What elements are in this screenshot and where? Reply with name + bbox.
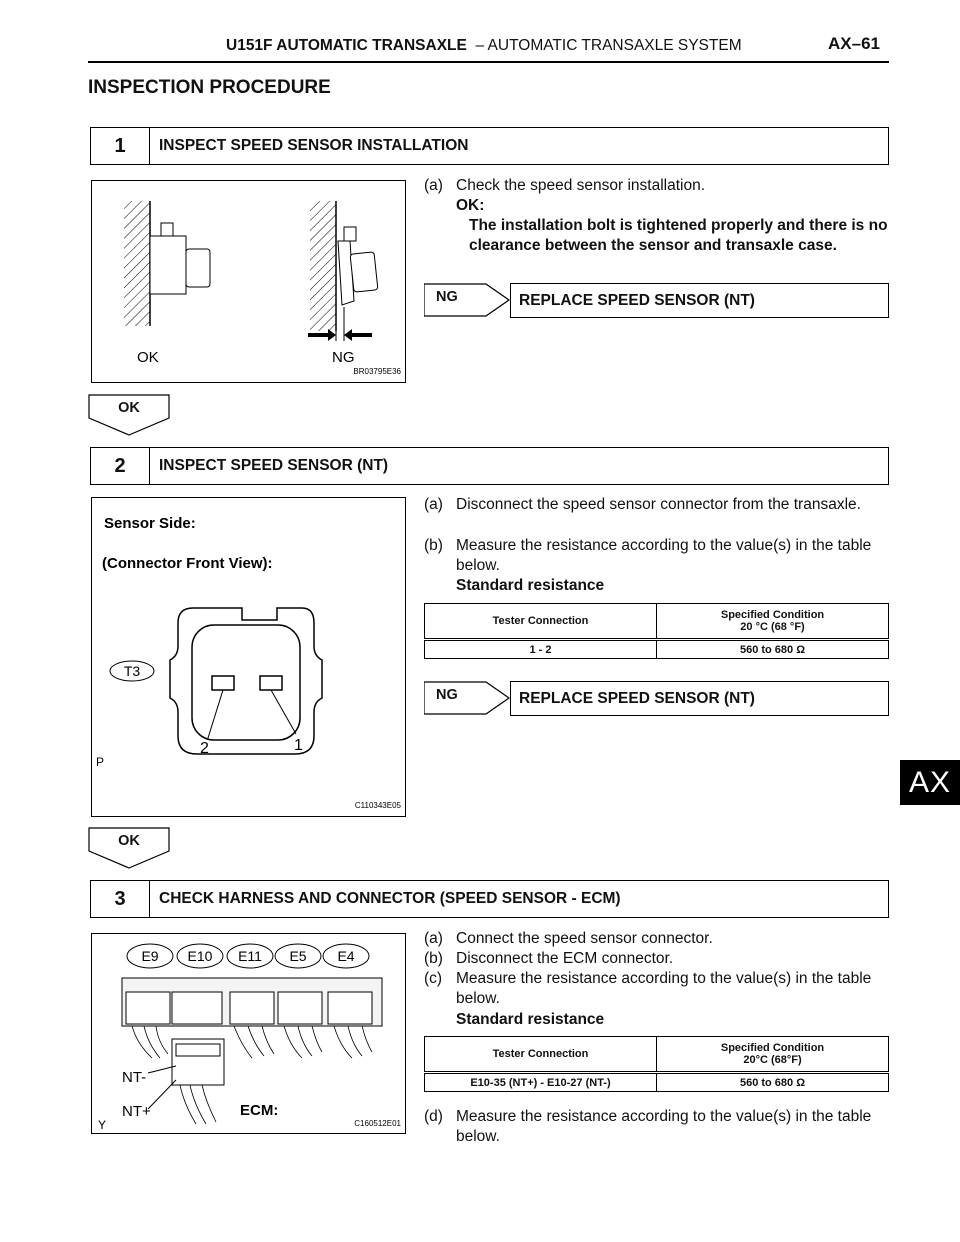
- step-3-spec-table: [424, 1036, 889, 1092]
- step-2-ng-action: REPLACE SPEED SENSOR (NT): [510, 681, 889, 716]
- section-tab: AX: [900, 760, 960, 805]
- connector-label-e9: E9: [141, 948, 159, 964]
- step-1-ng-action: REPLACE SPEED SENSOR (NT): [510, 283, 889, 318]
- table-cell-connection: 1 - 2: [425, 640, 657, 659]
- ecm-socket-e4: [328, 992, 372, 1024]
- step-2-number: 2: [91, 448, 150, 484]
- step-2-header: [90, 447, 889, 485]
- ok-label: OK: [118, 833, 140, 849]
- ok-spec-label: OK:: [456, 197, 485, 214]
- e10-plug-latch: [176, 1044, 220, 1056]
- e10-plug-wires: [180, 1085, 216, 1124]
- pin-label-1: 1: [294, 737, 303, 754]
- header-title-rest: – AUTOMATIC TRANSAXLE SYSTEM: [475, 37, 742, 54]
- table-cell-connection: E10-35 (NT+) - E10-27 (NT-): [425, 1073, 657, 1092]
- step-2-std-label: [424, 576, 889, 596]
- para-text: Measure the resistance according to the value(s) in the table below.: [456, 537, 872, 574]
- table-col-connection: Tester Connection: [425, 604, 657, 640]
- table-col-condition: [657, 1037, 889, 1073]
- table-cell-condition: 560 to 680 Ω: [657, 640, 889, 659]
- pin-label-nt-plus: NT+: [122, 1103, 151, 1120]
- figure-label-ok: OK: [137, 349, 159, 366]
- figure-corner-mark: P: [96, 755, 105, 769]
- table-row: [425, 640, 889, 659]
- step-1-title: INSPECT SPEED SENSOR INSTALLATION: [159, 137, 469, 154]
- sensor-installation-diagram: [92, 181, 405, 382]
- ok-bolt: [161, 223, 173, 237]
- pin-label-2: 2: [200, 740, 209, 757]
- table-col-connection: Tester Connection: [425, 1037, 657, 1073]
- step-1-para-a: [424, 176, 889, 196]
- para-label: (a): [424, 177, 443, 194]
- para-text: Measure the resistance according to the value(s) in the table below.: [456, 1108, 872, 1145]
- connector-front-view-diagram: [92, 498, 405, 816]
- ok-case-wall: [124, 201, 150, 326]
- step-1-number: 1: [91, 128, 150, 164]
- step-1-ok-spec: [424, 196, 889, 256]
- connector-inner: [192, 625, 300, 740]
- step-3-std-label: [424, 1010, 889, 1030]
- header-rule: [88, 61, 889, 63]
- pin-1-terminal: [260, 676, 282, 690]
- pin-plus-leader: [148, 1080, 176, 1109]
- step-2-ok-tag: [88, 827, 170, 869]
- header-title-bold: U151F AUTOMATIC TRANSAXLE: [226, 37, 467, 54]
- step-3-para-b: [424, 949, 889, 969]
- ecm-socket-e9: [126, 992, 170, 1024]
- step-3-header: [90, 880, 889, 918]
- ok-spec-text: The installation bolt is tightened properly and there is no clearance between the sensor and transaxle case.: [469, 217, 888, 254]
- table-row: [425, 1073, 889, 1092]
- connector-label-e10: E10: [187, 948, 213, 964]
- step-2-title: INSPECT SPEED SENSOR (NT): [159, 457, 389, 474]
- para-text: Disconnect the speed sensor connector from the transaxle.: [456, 496, 861, 513]
- step-1-header: [90, 127, 889, 165]
- ok-label: OK: [118, 400, 140, 416]
- step-2-para-b: [424, 536, 889, 576]
- page-heading: INSPECTION PROCEDURE: [88, 77, 331, 98]
- ng-label: NG: [436, 687, 458, 703]
- step-1-ng-arrow: [424, 283, 510, 317]
- table-header-row: [425, 604, 889, 640]
- step-1-figure: [91, 180, 406, 383]
- para-label: (b): [424, 537, 443, 554]
- pin-label-nt-minus: NT-: [122, 1069, 147, 1086]
- header-title: [226, 37, 742, 55]
- ecm-wire-harnesses: [132, 1026, 372, 1058]
- ng-label: NG: [436, 289, 458, 305]
- ecm-socket-e11: [230, 992, 274, 1024]
- ng-sensor-body: [350, 252, 378, 292]
- ecm-socket-e5: [278, 992, 322, 1024]
- ecm-label: ECM:: [240, 1102, 279, 1119]
- table-col-condition-line1: Specified Condition: [720, 1042, 825, 1054]
- table-cell-condition: 560 to 680 Ω: [657, 1073, 889, 1092]
- step-2-para-a: [424, 495, 889, 515]
- standard-label: Standard resistance: [456, 1011, 605, 1028]
- connector-label-e4: E4: [337, 948, 355, 964]
- connector-label-e11: E11: [238, 948, 262, 964]
- table-header-row: [425, 1037, 889, 1073]
- ecm-socket-e10: [172, 992, 222, 1024]
- table-col-condition: [657, 604, 889, 640]
- para-text: Check the speed sensor installation.: [456, 177, 706, 194]
- figure-title-2: (Connector Front View):: [102, 555, 273, 572]
- ecm-connector-diagram: [92, 934, 405, 1133]
- pin-2-terminal: [212, 676, 234, 690]
- figure-label-ng: NG: [332, 349, 355, 366]
- figure-code: C110343E05: [354, 801, 401, 810]
- step-3-para-c: [424, 969, 889, 1009]
- step-1-ok-tag: [88, 394, 170, 436]
- step-3-para-a: [424, 929, 889, 949]
- figure-corner-mark: Y: [98, 1118, 107, 1132]
- step-3-number: 3: [91, 881, 150, 917]
- ok-sensor-body: [186, 249, 210, 287]
- para-label: (c): [424, 970, 443, 987]
- ok-sensor-flange: [150, 236, 186, 294]
- step-3-title: CHECK HARNESS AND CONNECTOR (SPEED SENSOR - ECM): [159, 890, 621, 907]
- figure-code: BR03795E36: [353, 367, 401, 376]
- ng-case-wall: [310, 201, 336, 331]
- step-2-ng-arrow: [424, 681, 510, 715]
- figure-title-1: Sensor Side:: [104, 515, 196, 532]
- step-3-figure: [91, 933, 406, 1134]
- para-text: Disconnect the ECM connector.: [456, 950, 674, 967]
- connector-id: T3: [123, 663, 141, 679]
- para-label: (a): [424, 496, 443, 513]
- step-2-figure: [91, 497, 406, 817]
- para-label: (d): [424, 1108, 443, 1125]
- table-col-condition-line2: 20 °C (68 °F): [740, 621, 805, 633]
- ng-bolt: [344, 227, 356, 241]
- para-label: (b): [424, 950, 443, 967]
- para-text: Measure the resistance according to the value(s) in the table below.: [456, 970, 872, 1007]
- table-col-condition-line2: 20°C (68°F): [743, 1054, 802, 1066]
- standard-label: Standard resistance: [456, 577, 605, 594]
- step-3-para-d: [424, 1107, 889, 1147]
- step-2-spec-table: [424, 603, 889, 659]
- page-number: AX–61: [828, 34, 880, 53]
- figure-code: C160512E01: [354, 1119, 401, 1128]
- table-col-condition-line1: Specified Condition: [720, 609, 825, 621]
- ng-arrow-right: [344, 329, 372, 341]
- para-text: Connect the speed sensor connector.: [456, 930, 713, 947]
- connector-label-e5: E5: [289, 948, 307, 964]
- para-label: (a): [424, 930, 443, 947]
